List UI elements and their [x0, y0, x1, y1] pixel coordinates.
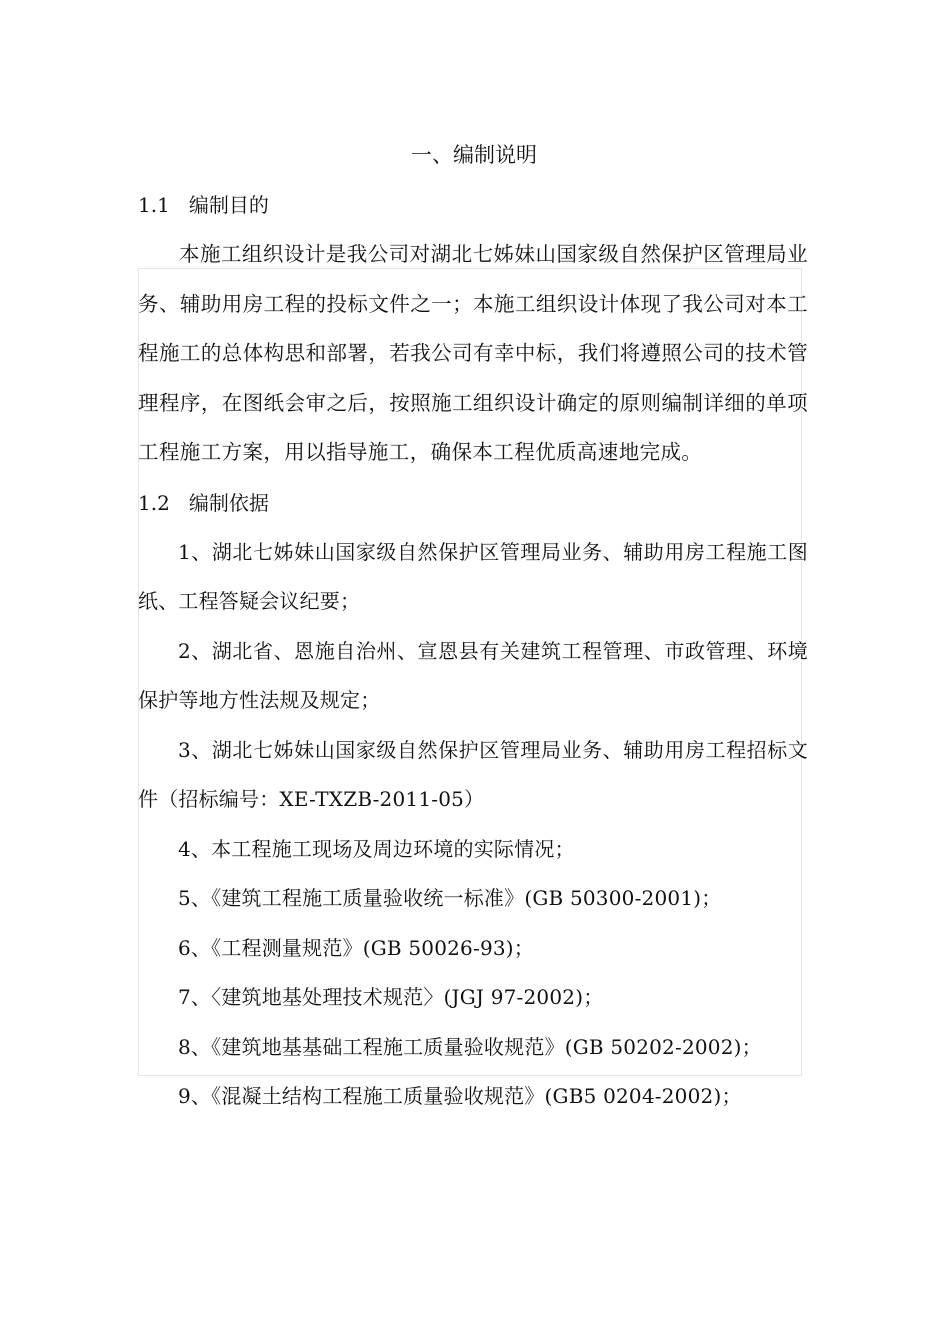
basis-item: 7、〈建筑地基处理技术规范〉(JGJ 97-2002)； — [178, 985, 604, 1009]
basis-item: 1、湖北七姊妹山国家级自然保护区管理局业务、辅助用房工程施工图纸、工程答疑会议纪要； — [138, 539, 808, 613]
basis-item: 8、《建筑地基基础工程施工质量验收规范》(GB 50202-2002)； — [178, 1034, 762, 1059]
purpose-paragraph: 本施工组织设计是我公司对湖北七姊妹山国家级自然保护区管理局业务、辅助用房工程的投标文件之一；本施工组织设计体现了我公司对本工程施工的总体构思和部署，若我公司有幸中标，我们将遵照公司的技术管理程序，在图纸会审之后，按照施工组织设计确定的原则编制详细的单项工程施工方案，用以指导施工，确保本工程优质高速地完成。 — [138, 242, 808, 464]
section-title: 编制目的 — [188, 193, 269, 217]
section-title: 编制依据 — [188, 490, 269, 515]
basis-item: 5、《建筑工程施工质量验收统一标准》(GB 50300-2001)； — [178, 886, 722, 910]
basis-item: 4、本工程施工现场及周边环境的实际情况； — [178, 836, 575, 861]
document-body — [138, 130, 808, 1122]
chapter-title: 一、编制说明 — [411, 143, 537, 167]
section-heading-1-1 — [138, 180, 808, 230]
basis-item: 6、《工程测量规范》(GB 50026-93)； — [178, 935, 534, 960]
basis-item: 3、湖北七姊妹山国家级自然保护区管理局业务、辅助用房工程招标文件（招标编号：XE-TXZB-2011-05） — [138, 737, 808, 811]
section-heading-1-2 — [138, 478, 808, 528]
basis-item: 9、《混凝土结构工程施工质量验收规范》(GB5 0204-2002)； — [178, 1084, 742, 1108]
section-number: 1.1 — [138, 193, 170, 217]
basis-item: 2、湖北省、恩施自治州、宣恩县有关建筑工程管理、市政管理、环境保护等地方性法规及规定； — [138, 638, 808, 712]
section-number: 1.2 — [138, 490, 170, 515]
